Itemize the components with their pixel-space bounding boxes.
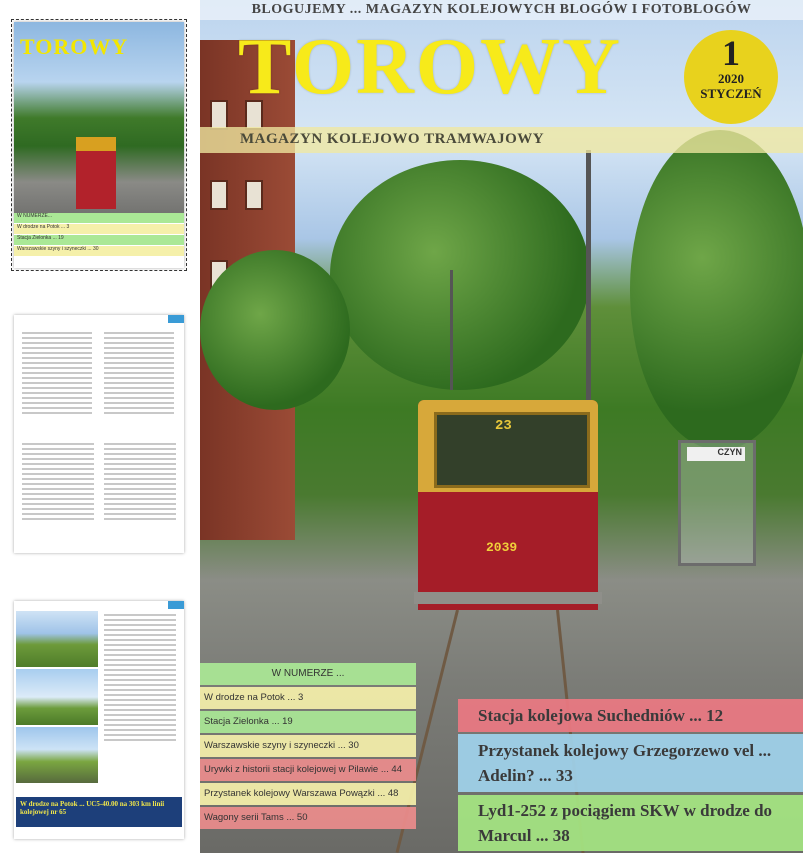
toc-item[interactable]: Urywki z historii stacji kolejowej w Pilawie ... 44 xyxy=(200,759,416,781)
thumbnail-toc-item: Warszawskie szyny i szyneczki ... 30 xyxy=(14,246,184,256)
page-thumbnails-sidebar xyxy=(0,0,200,853)
tram-car xyxy=(418,400,598,610)
top-banner xyxy=(200,0,803,20)
feature-article-grzegorzewo[interactable]: Przystanek kolejowy Grzegorzewo vel ... Adelin? ... 33 xyxy=(458,734,803,792)
tree-canopy xyxy=(330,160,590,390)
issue-number: 1 xyxy=(722,33,740,73)
thumbnail-page-number-tab xyxy=(168,601,184,609)
toc-heading: W NUMERZE ... xyxy=(200,663,416,685)
toc-item[interactable]: Wagony serii Tams ... 50 xyxy=(200,807,416,829)
toc-item[interactable]: Warszawskie szyny i szyneczki ... 30 xyxy=(200,735,416,757)
thumbnail-toc xyxy=(14,212,184,257)
thumbnail-page-number-tab xyxy=(168,315,184,323)
magazine-cover xyxy=(200,0,803,853)
thumbnail-text-column xyxy=(22,329,92,417)
toc-item[interactable]: Przystanek kolejowy Warszawa Powązki ... 48 xyxy=(200,783,416,805)
thumbnail-photo xyxy=(16,727,98,783)
thumbnail-text-column xyxy=(22,440,94,523)
magazine-subtitle: MAGAZYN KOLEJOWO TRAMWAJOWY xyxy=(240,131,545,147)
thumbnail-text-column xyxy=(104,329,174,417)
magazine-title: TOROWY xyxy=(238,23,622,111)
thumbnail-tram xyxy=(76,137,116,209)
thumbnail-page-1[interactable] xyxy=(14,22,184,268)
tram-windshield xyxy=(434,412,590,488)
thumbnail-title: TOROWY xyxy=(20,34,129,59)
tram-bumper xyxy=(414,592,602,604)
thumbnail-caption: W drodze na Potok ... UC5-40.00 na 303 km linii kolejowej nr 65 xyxy=(16,797,182,827)
thumbnail-toc-item: Stacja Zielonka ... 19 xyxy=(14,235,184,245)
thumbnail-photo xyxy=(16,611,98,667)
issue-year: 2020 xyxy=(718,71,744,86)
subtitle-bar xyxy=(200,127,803,153)
thumbnail-photo xyxy=(16,669,98,725)
issue-badge xyxy=(684,30,778,124)
tram-route-display: 23 xyxy=(495,418,512,434)
stop-sign: CZYN xyxy=(687,447,745,461)
thumbnail-toc-item: W NUMERZE... xyxy=(14,213,184,223)
catenary-pole xyxy=(450,270,453,390)
thumbnail-text-column xyxy=(104,611,176,744)
tram-stop-shelter xyxy=(678,440,756,566)
feature-article-suchedniow[interactable]: Stacja kolejowa Suchedniów ... 12 xyxy=(458,699,803,732)
thumbnail-page-4-5[interactable] xyxy=(14,601,184,839)
thumbnail-text-column xyxy=(104,440,176,523)
issue-month: STYCZEŃ xyxy=(700,86,762,101)
feature-article-lyd1[interactable]: Lyd1-252 z pociągiem SKW w drodze do Marcul ... 38 xyxy=(458,795,803,851)
tree-canopy xyxy=(630,130,803,450)
tram-fleet-number: 2039 xyxy=(486,540,518,555)
tree-canopy xyxy=(200,250,350,410)
toc-item[interactable]: Stacja Zielonka ... 19 xyxy=(200,711,416,733)
table-of-contents xyxy=(200,663,416,831)
thumbnail-page-2-3[interactable] xyxy=(14,315,184,553)
toc-item[interactable]: W drodze na Potok ... 3 xyxy=(200,687,416,709)
thumbnail-toc-item: W drodze na Potok ... 3 xyxy=(14,224,184,234)
banner-text: BLOGUJEMY ... MAGAZYN KOLEJOWYCH BLOGÓW I FOTOBLOGÓW xyxy=(251,2,752,17)
